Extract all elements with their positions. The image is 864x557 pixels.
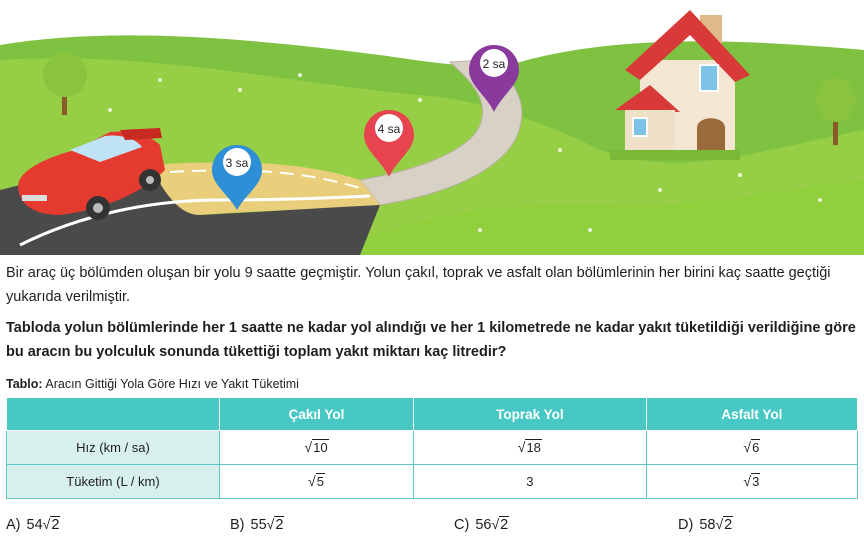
answer-coefficient: 56 xyxy=(475,517,492,533)
table-corner-cell xyxy=(7,398,220,431)
table-caption-text: Aracın Gittiği Yola Göre Hızı ve Yakıt Tüketimi xyxy=(45,377,299,391)
answer-option[interactable] xyxy=(6,516,60,533)
sqrt-expression xyxy=(518,439,542,456)
answer-coefficient: 58 xyxy=(699,517,716,533)
radicand: 18 xyxy=(526,440,541,455)
row-label: Hız (km / sa) xyxy=(7,431,220,465)
column-header: Çakıl Yol xyxy=(220,398,414,431)
radical-sign: √ xyxy=(491,516,500,532)
radical-sign: √ xyxy=(517,439,526,455)
sqrt-expression xyxy=(491,516,509,533)
answer-coefficient: 55 xyxy=(250,517,267,533)
radicand: 6 xyxy=(752,440,760,455)
answer-letter: B) xyxy=(230,517,245,533)
answer-choices xyxy=(6,516,858,538)
answer-letter: A) xyxy=(6,517,21,533)
radical-sign: √ xyxy=(266,516,275,532)
radical-sign: √ xyxy=(308,473,316,489)
table-cell: 3 xyxy=(413,465,646,499)
radicand: 10 xyxy=(313,440,328,455)
sqrt-expression xyxy=(743,439,760,456)
problem-paragraph-1: Bir araç üç bölümden oluşan bir yolu 9 saatte geçmiştir. Yolun çakıl, toprak ve asfalt olan bölümlerinin her birini kaç saatte geçtiği yukarıda verilmiştir. xyxy=(6,265,831,305)
radicand: 2 xyxy=(51,517,60,533)
table-cell xyxy=(220,431,414,465)
sqrt-expression xyxy=(43,516,61,533)
answer-option[interactable] xyxy=(454,516,509,533)
road-illustration xyxy=(0,0,864,255)
sqrt-expression xyxy=(308,473,325,490)
radical-sign: √ xyxy=(715,516,724,532)
answer-letter: C) xyxy=(454,517,470,533)
marker-2sa-label: 2 sa xyxy=(482,57,506,71)
row-label: Tüketim (L / km) xyxy=(7,465,220,499)
radicand: 2 xyxy=(724,517,733,533)
marker-4sa-label: 4 sa xyxy=(377,122,401,136)
radicand: 2 xyxy=(275,517,284,533)
answer-letter: D) xyxy=(678,517,694,533)
column-header: Toprak Yol xyxy=(413,398,646,431)
radicand: 5 xyxy=(316,474,324,489)
radical-sign: √ xyxy=(42,516,51,532)
radicand: 3 xyxy=(752,474,760,489)
table-cell xyxy=(220,465,414,499)
sqrt-expression xyxy=(267,516,285,533)
radical-sign: √ xyxy=(304,439,313,455)
table-header-row xyxy=(7,398,858,431)
table-row xyxy=(7,431,858,465)
sqrt-expression xyxy=(715,516,733,533)
radicand: 2 xyxy=(500,517,509,533)
radical-sign: √ xyxy=(743,473,752,489)
answer-coefficient: 54 xyxy=(26,517,43,533)
answer-option[interactable] xyxy=(678,516,733,533)
column-header: Asfalt Yol xyxy=(646,398,857,431)
speed-consumption-table xyxy=(6,397,858,499)
sqrt-expression xyxy=(743,473,760,490)
problem-paragraph-2: Tabloda yolun bölümlerinde her 1 saatte ne kadar yol alındığı ve her 1 kilometrede ne kadar yakıt tüketildiği verildiğine göre bu aracın bu yolculuk sonunda tükettiği toplam yakıt miktarı kaç litredir? xyxy=(6,320,856,360)
table-row xyxy=(7,465,858,499)
radical-sign: √ xyxy=(743,439,752,455)
table-caption-prefix: Tablo: xyxy=(6,377,43,391)
answer-option[interactable] xyxy=(230,516,284,533)
marker-3sa-label: 3 sa xyxy=(225,156,249,170)
sqrt-expression xyxy=(304,439,328,456)
table-caption xyxy=(6,377,299,391)
table-cell xyxy=(413,431,646,465)
table-cell xyxy=(646,465,857,499)
table-cell xyxy=(646,431,857,465)
